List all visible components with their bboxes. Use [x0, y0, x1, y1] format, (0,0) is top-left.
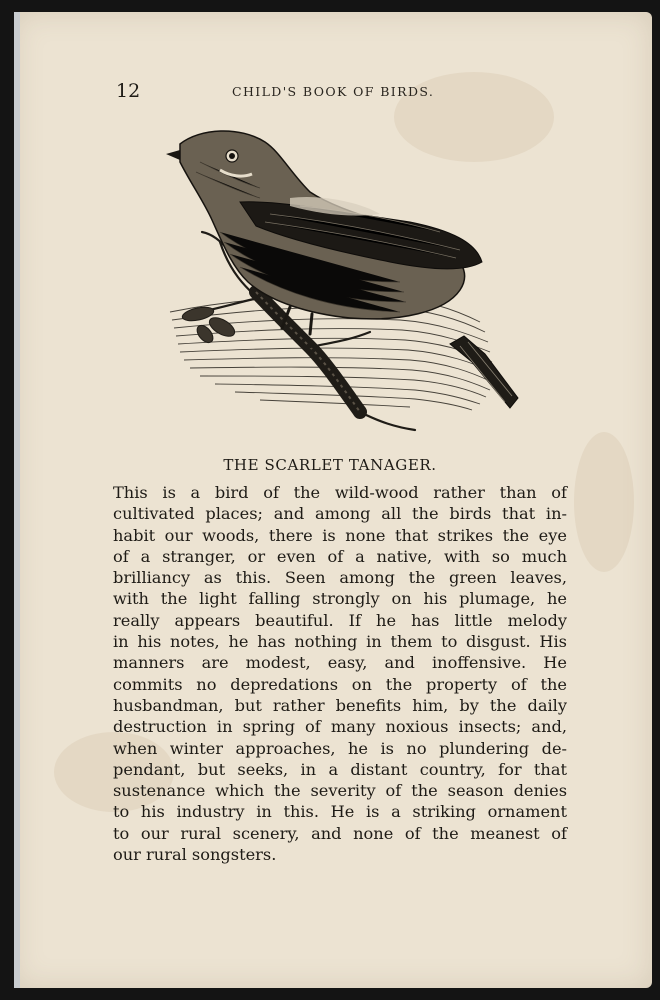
text-line: habit our woods, there is none that strikes the eye	[113, 525, 567, 545]
text-line: to his industry in this. He is a striking ornament	[113, 802, 567, 822]
text-line: pendant, but seeks, in a distant country, for that	[113, 759, 567, 779]
text-line: sustenance which the severity of the season denies	[113, 781, 567, 801]
page-edge	[14, 12, 20, 988]
illustration-caption: THE SCARLET TANAGER.	[223, 456, 437, 474]
body-text	[113, 482, 567, 865]
text-line: to our rural scenery, and none of the meanest of	[113, 823, 567, 843]
page-number: 12	[116, 80, 141, 102]
text-line: really appears beautiful. If he has little melody	[113, 610, 567, 630]
page-header	[116, 80, 476, 104]
text-line: of a stranger, or even of a native, with so much	[113, 546, 567, 566]
text-line: our rural songsters.	[113, 845, 277, 865]
text-line: This is a bird of the wild-wood rather than of	[113, 483, 567, 502]
text-line: brilliancy as this. Seen among the green leaves,	[113, 568, 567, 588]
text-line: cultivated places; and among all the birds that in-	[113, 504, 567, 524]
text-line: destruction in spring of many noxious insects; and,	[113, 717, 567, 737]
text-line: commits no depredations on the property of the	[113, 674, 567, 694]
running-head: CHILD'S BOOK OF BIRDS.	[232, 84, 435, 99]
scarlet-tanager-illustration	[160, 122, 530, 442]
text-line: in his notes, he has nothing in them to disgust. His	[113, 632, 567, 652]
text-line: manners are modest, easy, and inoffensive. He	[113, 653, 567, 673]
text-line: with the light falling strongly on his plumage, he	[113, 589, 567, 609]
text-line: husbandman, but rather benefits him, by the daily	[113, 695, 567, 715]
text-line: when winter approaches, he is no plundering de-	[113, 738, 567, 758]
